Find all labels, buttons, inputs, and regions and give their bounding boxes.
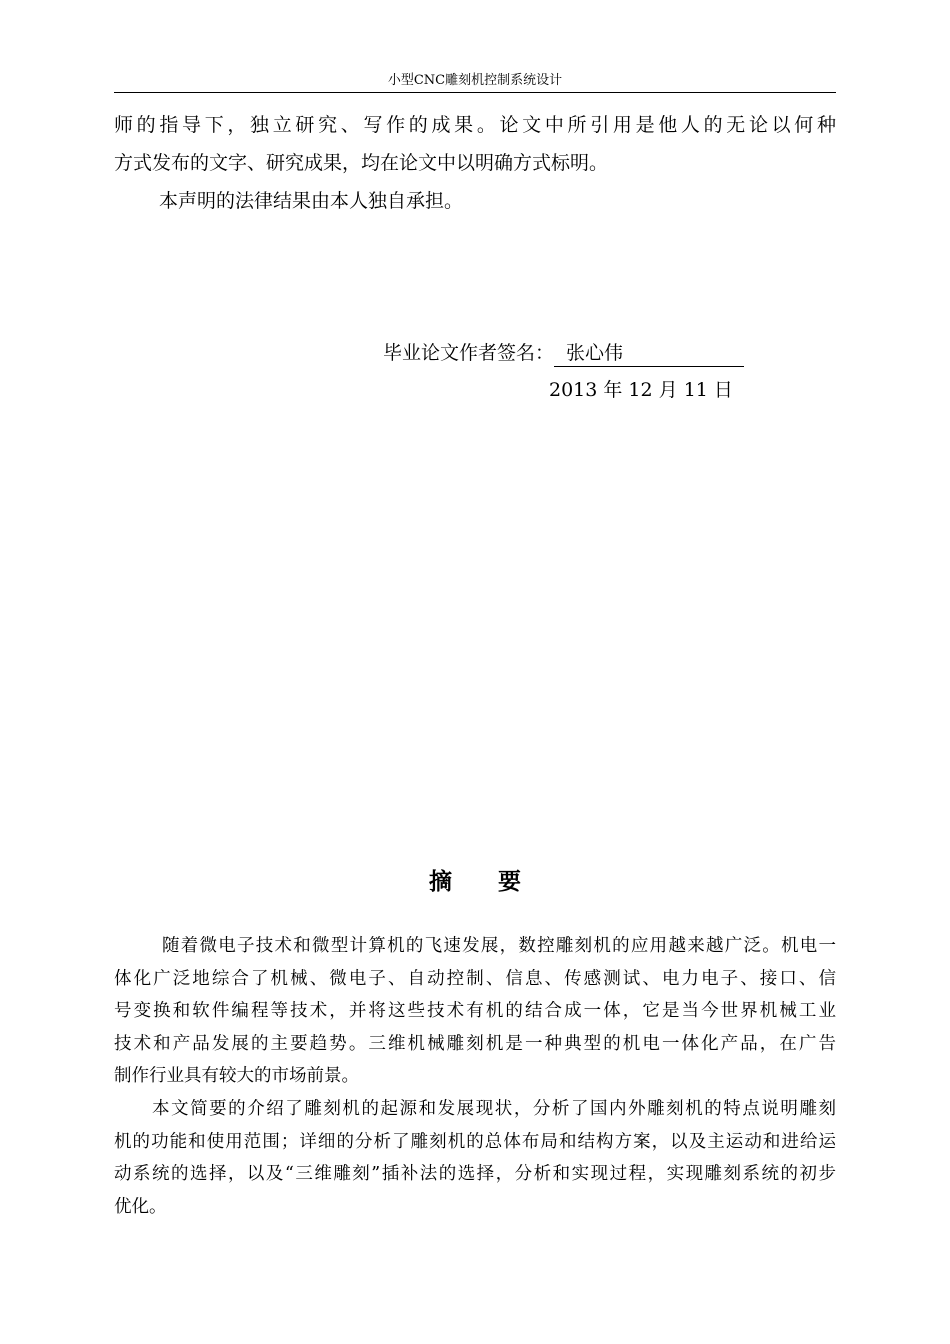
abstract-line: 制作行业具有较大的市场前景。 [114,1066,359,1086]
abstract-line: 号变换和软件编程等技术，并将这些技术有机的结合成一体，它是当今世界机械工业 [114,1001,836,1021]
abstract-line: 体化广泛地综合了机械、微电子、自动控制、信息、传感测试、电力电子、接口、信 [114,968,836,989]
abstract-line: 随着微电子技术和微型计算机的飞速发展，数控雕刻机的应用越来越广泛。机电一 [162,936,836,956]
abstract-paragraph-2 [114,1093,836,1223]
abstract-paragraph-1 [114,930,836,1093]
header-title: 小型CNC雕刻机控制系统设计 [387,73,563,88]
signature-label: 毕业论文作者签名： [383,342,555,364]
declaration-line: 师的指导下，独立研究、写作的成果。论文中所引用是他人的无论以何种 [114,114,836,136]
abstract-line: 机的功能和使用范围；详细的分析了雕刻机的总体布局和结构方案，以及主运动和进给运 [114,1131,836,1152]
declaration-text [114,106,836,220]
declaration-line: 本声明的法律结果由本人独自承担。 [159,190,464,212]
signature-date: 2013 年 12 月 11 日 [549,379,733,401]
abstract-line: 优化。 [114,1196,167,1217]
abstract-line: 技术和产品发展的主要趋势。三维机械雕刻机是一种典型的机电一体化产品，在广告 [114,1033,836,1054]
declaration-line: 方式发布的文字、研究成果，均在论文中以明确方式标明。 [114,152,609,174]
page-header [114,70,836,93]
signature-row [383,338,744,368]
signature-name: 张心伟 [554,340,744,367]
abstract-line: 本文简要的介绍了雕刻机的起源和发展现状，分析了国内外雕刻机的特点说明雕刻 [152,1099,836,1119]
abstract-title: 摘要 [429,869,567,895]
abstract-line: 动系统的选择，以及“三维雕刻”插补法的选择，分析和实现过程，实现雕刻系统的初步 [114,1164,836,1184]
